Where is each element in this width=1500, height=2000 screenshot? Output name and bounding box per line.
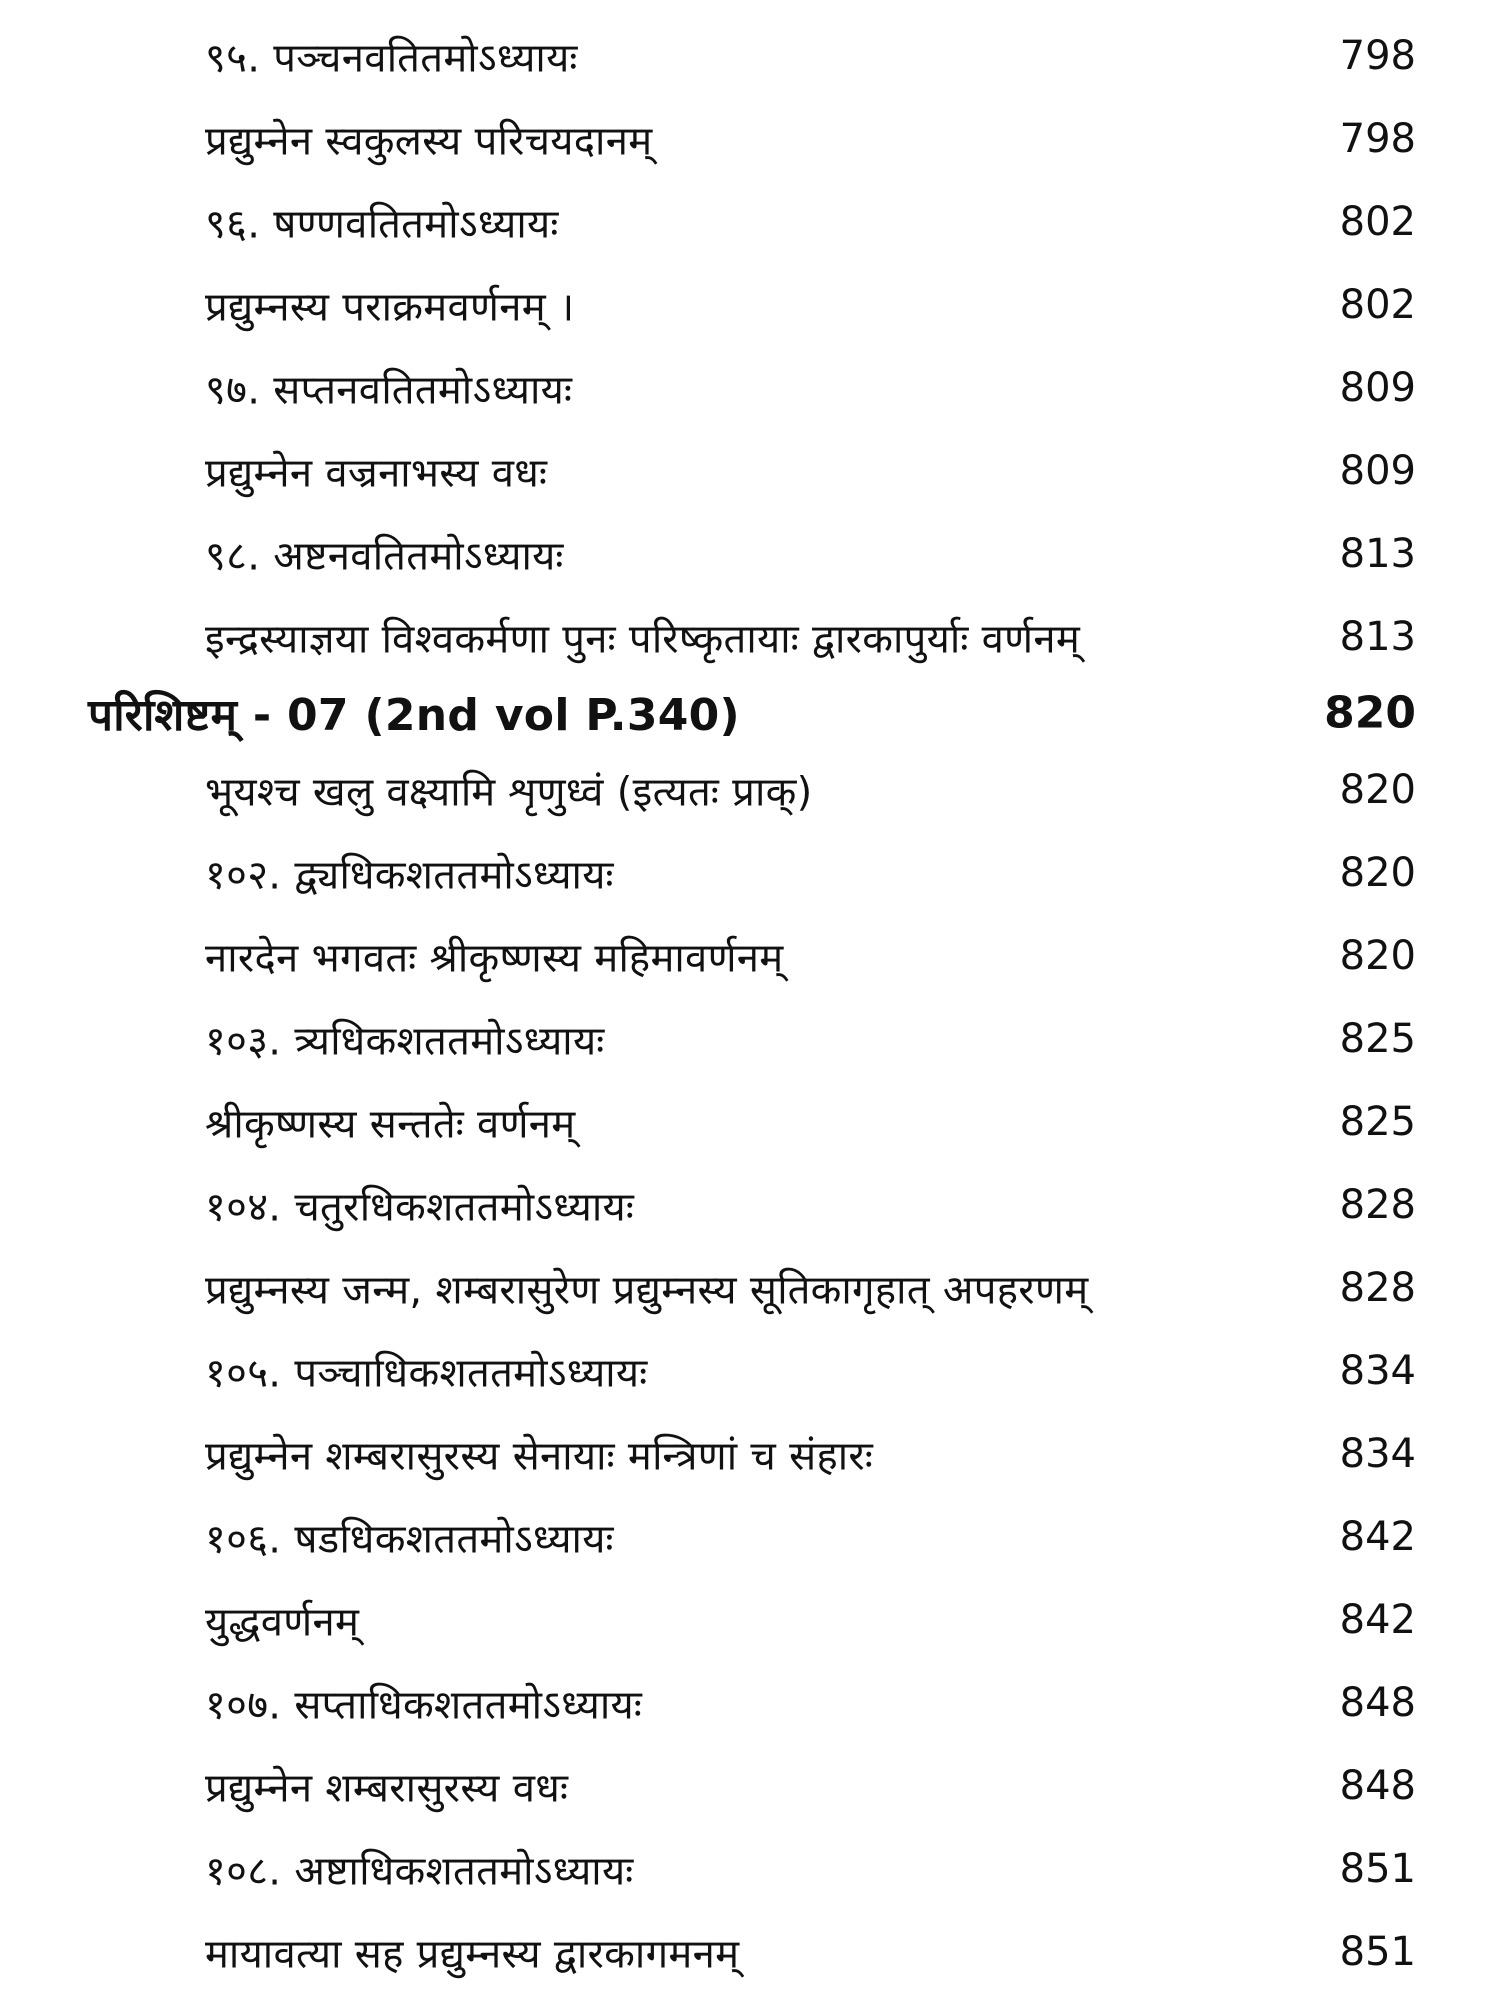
toc-entry bbox=[0, 263, 1500, 346]
toc-entry bbox=[0, 1412, 1500, 1495]
toc-entry bbox=[0, 1578, 1500, 1661]
entry-page-number: 798 bbox=[1339, 32, 1416, 79]
entry-title: १०२. द्व्यधिकशततमोऽध्यायः bbox=[205, 852, 614, 898]
entry-title: नारदेन भगवतः श्रीकृष्णस्य महिमावर्णनम् bbox=[205, 935, 784, 981]
toc-entry bbox=[0, 97, 1500, 180]
toc-entry bbox=[0, 512, 1500, 595]
toc-entry bbox=[0, 1910, 1500, 1993]
entry-title: ९६. षण्णवतितमोऽध्यायः bbox=[205, 201, 559, 247]
entry-title: ९५. पञ्चनवतितमोऽध्यायः bbox=[205, 35, 578, 81]
entry-page-number: 851 bbox=[1339, 1845, 1416, 1892]
entry-page-number: 809 bbox=[1339, 447, 1416, 494]
entry-page-number: 802 bbox=[1339, 281, 1416, 328]
entry-title: प्रद्युम्नेन शम्बरासुरस्य सेनायाः मन्त्रिणां च संहारः bbox=[205, 1433, 874, 1479]
entry-title: १०४. चतुरधिकशततमोऽध्यायः bbox=[205, 1184, 635, 1230]
entry-page-number: 828 bbox=[1339, 1264, 1416, 1311]
entry-page-number: 820 bbox=[1339, 932, 1416, 979]
entry-page-number: 834 bbox=[1339, 1430, 1416, 1477]
entry-title: ९८. अष्टनवतितमोऽध्यायः bbox=[205, 533, 564, 579]
entry-page-number: 848 bbox=[1339, 1762, 1416, 1809]
toc-entry bbox=[0, 1661, 1500, 1744]
entry-title: ९७. सप्तनवतितमोऽध्यायः bbox=[205, 367, 573, 413]
entry-title: १०७. सप्ताधिकशततमोऽध्यायः bbox=[205, 1682, 643, 1728]
entry-title: १०५. पञ्चाधिकशततमोऽध्यायः bbox=[205, 1350, 648, 1396]
entry-page-number: 798 bbox=[1339, 115, 1416, 162]
entry-title: श्रीकृष्णस्य सन्ततेः वर्णनम् bbox=[205, 1101, 576, 1147]
entry-title: युद्धवर्णनम् bbox=[205, 1599, 360, 1645]
entry-title: प्रद्युम्नेन स्वकुलस्य परिचयदानम् bbox=[205, 118, 653, 164]
section-heading bbox=[0, 678, 1500, 748]
entry-page-number: 813 bbox=[1339, 530, 1416, 577]
entry-page-number: 802 bbox=[1339, 198, 1416, 245]
entry-page-number: 820 bbox=[1339, 849, 1416, 896]
entry-title: प्रद्युम्नस्य पराक्रमवर्णनम् । bbox=[205, 284, 575, 330]
toc-entry bbox=[0, 831, 1500, 914]
toc-entry bbox=[0, 1495, 1500, 1578]
section-heading-title: परिशिष्टम् - 07 (2nd vol P.340) bbox=[88, 690, 740, 741]
entry-title: १०३. त्र्यधिकशततमोऽध्यायः bbox=[205, 1018, 605, 1064]
entry-title: १०८. अष्टाधिकशततमोऽध्यायः bbox=[205, 1848, 634, 1894]
toc-entry bbox=[0, 346, 1500, 429]
toc-entry bbox=[0, 1080, 1500, 1163]
entry-page-number: 828 bbox=[1339, 1181, 1416, 1228]
entry-page-number: 825 bbox=[1339, 1098, 1416, 1145]
entry-title: भूयश्च खलु वक्ष्यामि शृणुध्वं (इत्यतः प्राक्) bbox=[205, 769, 813, 815]
entry-page-number: 834 bbox=[1339, 1347, 1416, 1394]
entry-page-number: 813 bbox=[1339, 613, 1416, 660]
entry-title: प्रद्युम्नेन वज्रनाभस्य वधः bbox=[205, 450, 548, 496]
entry-title: इन्द्रस्याज्ञया विश्वकर्मणा पुनः परिष्कृतायाः द्वारकापुर्याः वर्णनम् bbox=[205, 616, 1081, 662]
entry-page-number: 825 bbox=[1339, 1015, 1416, 1062]
section-heading-page-number: 820 bbox=[1324, 687, 1416, 739]
toc-entry bbox=[0, 14, 1500, 97]
entry-title: मायावत्या सह प्रद्युम्नस्य द्वारकागमनम् bbox=[205, 1931, 740, 1977]
entry-page-number: 851 bbox=[1339, 1928, 1416, 1975]
toc-entry bbox=[0, 1827, 1500, 1910]
entry-title: प्रद्युम्नस्य जन्म, शम्बरासुरेण प्रद्युम्नस्य सूतिकागृहात् अपहरणम् bbox=[205, 1267, 1089, 1313]
toc-entry bbox=[0, 1329, 1500, 1412]
toc-entry bbox=[0, 914, 1500, 997]
entry-page-number: 842 bbox=[1339, 1596, 1416, 1643]
toc-entry bbox=[0, 748, 1500, 831]
toc-entry bbox=[0, 1744, 1500, 1827]
entry-page-number: 820 bbox=[1339, 766, 1416, 813]
entry-page-number: 842 bbox=[1339, 1513, 1416, 1560]
toc-entry bbox=[0, 595, 1500, 678]
toc-entry bbox=[0, 1246, 1500, 1329]
entry-title: १०६. षडधिकशततमोऽध्यायः bbox=[205, 1516, 614, 1562]
toc-entry bbox=[0, 1163, 1500, 1246]
entry-page-number: 809 bbox=[1339, 364, 1416, 411]
table-of-contents bbox=[0, 14, 1500, 1993]
entry-title: प्रद्युम्नेन शम्बरासुरस्य वधः bbox=[205, 1765, 569, 1811]
toc-entry bbox=[0, 997, 1500, 1080]
toc-entry bbox=[0, 429, 1500, 512]
entry-page-number: 848 bbox=[1339, 1679, 1416, 1726]
toc-entry bbox=[0, 180, 1500, 263]
